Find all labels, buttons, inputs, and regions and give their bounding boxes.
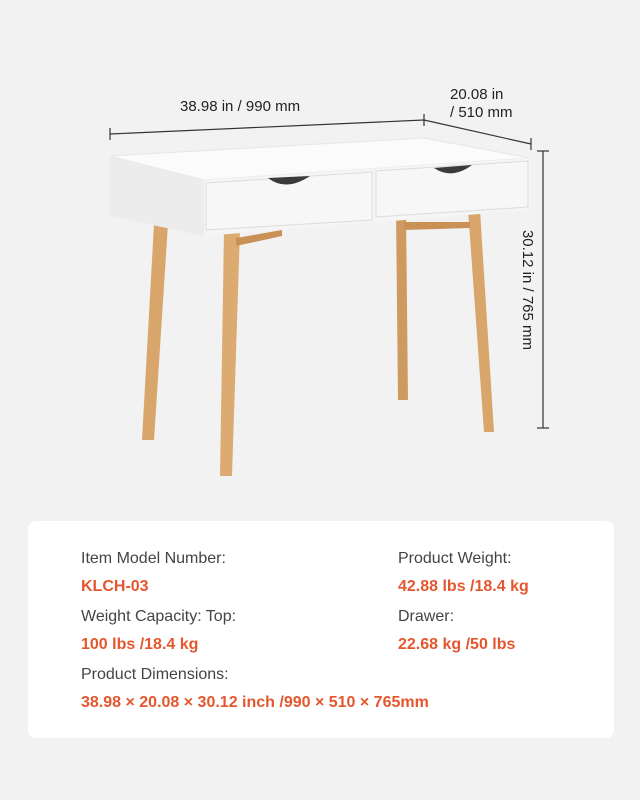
model-number-value: KLCH-03 xyxy=(81,578,149,595)
model-number-label: Item Model Number: xyxy=(81,550,226,567)
width-dimension-line xyxy=(110,114,424,140)
product-dimensions-value: 38.98 × 20.08 × 30.12 inch /990 × 510 × 765mm xyxy=(81,694,429,711)
depth-dimension-mm: / 510 mm xyxy=(450,104,513,121)
desk-front-legs xyxy=(142,224,282,476)
depth-dimension-label xyxy=(450,86,513,122)
height-dimension-label: 30.12 in / 765 mm xyxy=(519,229,536,351)
width-dimension-label: 38.98 in / 990 mm xyxy=(180,98,301,115)
product-weight-label: Product Weight: xyxy=(398,550,512,567)
weight-capacity-top-value: 100 lbs /18.4 kg xyxy=(81,636,199,653)
product-weight-value: 42.88 lbs /18.4 kg xyxy=(398,578,529,595)
product-dimensions-label: Product Dimensions: xyxy=(81,666,229,683)
specifications-card xyxy=(28,521,614,738)
desk-back-legs xyxy=(396,210,494,432)
height-dimension-line xyxy=(537,151,549,428)
drawer-capacity-value: 22.68 kg /50 lbs xyxy=(398,636,516,653)
depth-dimension-inches: 20.08 in xyxy=(450,86,504,103)
drawer-capacity-label: Drawer: xyxy=(398,608,455,625)
weight-capacity-top-label: Weight Capacity: Top: xyxy=(81,608,237,625)
